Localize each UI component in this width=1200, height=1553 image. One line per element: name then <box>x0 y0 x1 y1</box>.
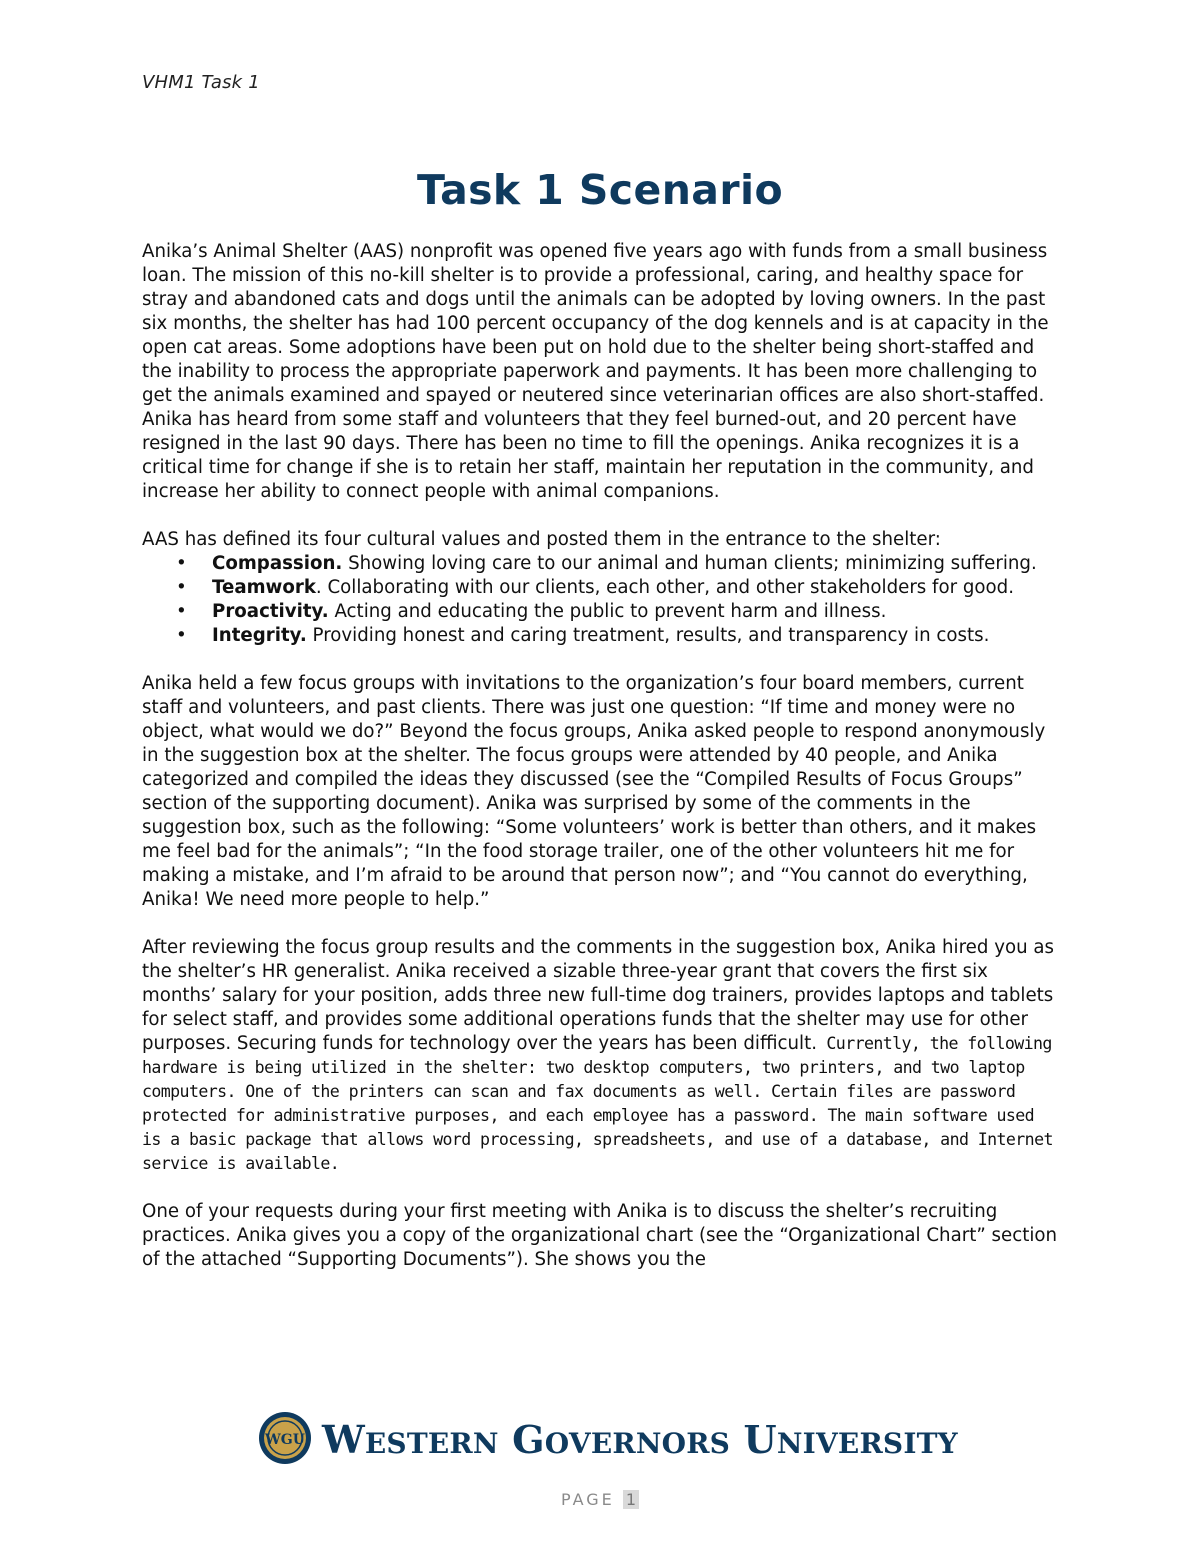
value-text: . Collaborating with our clients, each other, and other stakeholders for good. <box>315 577 1014 598</box>
paragraph-hr-generalist <box>142 936 1062 1176</box>
paragraph-hr-generalist-part1: After reviewing the focus group results and the comments in the suggestion box, Anika hired you as the shelter’s HR generalist. Anika received a sizable three-year grant that covers the first six months’ salary for your position, adds three new full-time dog trainers, provides laptops and tablets for select staff, and provides some additional operations funds that the shelter may use for other purposes. Securing funds for technology over the years has been difficult. <box>142 937 1055 1054</box>
value-text: Showing loving care to our animal and human clients; minimizing suffering. <box>342 553 1037 574</box>
paragraph-focus-groups: Anika held a few focus groups with invitations to the organization’s four board members, current staff and volunteers, and past clients. There was just one question: “If time and money were no object, what would we do?” Beyond the focus groups, Anika asked people to respond anonymously in the suggestion box at the shelter. The focus groups were attended by 40 people, and Anika categorized and compiled the ideas they discussed (see the “Compiled Results of Focus Groups” section of the supporting document). Anika was surprised by some of the comments in the suggestion box, such as the following: “Some volunteers’ work is better than others, and it makes me feel bad for the animals”; “In the food storage trailer, one of the other volunteers hit me for making a mistake, and I’m afraid to be around that person now”; and “You cannot do everything, Anika! We need more people to help.” <box>142 673 1046 910</box>
page-number-value: 1 <box>623 1490 639 1509</box>
list-item <box>142 600 1062 624</box>
values-intro: AAS has defined its four cultural values and posted them in the entrance to the shelter: <box>142 529 941 550</box>
wgu-seal-icon <box>258 1411 312 1465</box>
bullet-icon: • <box>176 577 187 598</box>
value-term: Proactivity. <box>212 601 329 622</box>
page-number <box>0 1490 1200 1509</box>
value-text: Acting and educating the public to prevent harm and illness. <box>328 601 887 622</box>
list-item <box>142 552 1062 576</box>
value-term: Teamwork <box>212 577 316 598</box>
value-text: Providing honest and caring treatment, results, and transparency in costs. <box>306 625 990 646</box>
running-header: VHM1 Task 1 <box>142 72 260 93</box>
list-item <box>142 576 1062 600</box>
paragraph-recruiting: One of your requests during your first meeting with Anika is to discuss the shelter’s recruiting practices. Anika gives you a copy of the organizational chart (see the “Organizational Chart” section of the attached “Supporting Documents”). She shows you the <box>142 1201 1058 1270</box>
page-title: Task 1 Scenario <box>416 166 784 214</box>
document-body <box>142 240 1062 1272</box>
list-item <box>142 624 1062 648</box>
seal-letters: WGU <box>265 1432 305 1448</box>
value-term: Compassion. <box>212 553 343 574</box>
bullet-icon: • <box>176 625 187 646</box>
paragraph-intro: Anika’s Animal Shelter (AAS) nonprofit was opened five years ago with funds from a small business loan. The mission of this no-kill shelter is to provide a professional, caring, and healthy space for stray and abandoned cats and dogs until the animals can be adopted by loving owners. In the past six months, the shelter has had 100 percent occupancy of the dog kennels and is at capacity in the open cat areas. Some adoptions have been put on hold due to the shelter being short-staffed and the inability to process the appropriate paperwork and payments. It has been more challenging to get the animals examined and spayed or neutered since veterinarian offices are also short-staffed. Anika has heard from some staff and volunteers that they feel burned-out, and 20 percent have resigned in the last 90 days. There has been no time to fill the openings. Anika recognizes it is a critical time for change if she is to retain her staff, maintain her reputation in the community, and increase her ability to connect people with animal companions. <box>142 241 1049 502</box>
bullet-icon: • <box>176 553 187 574</box>
value-term: Integrity. <box>212 625 307 646</box>
values-list <box>142 552 1062 648</box>
wgu-logo <box>258 1411 958 1471</box>
paragraph-hr-generalist-part2: Currently, the following hardware is being utilized in the shelter: two desktop computers, two printers, and two laptop computers. One of the printers can scan and fax documents as well. Certain files are password protected for administrative purposes, and each employee has a password. The main software used is a basic package that allows word processing, spreadsheets, and use of a database, and Internet service is available. <box>142 1034 1053 1173</box>
bullet-icon: • <box>176 601 187 622</box>
wgu-wordmark: WESTERN GOVERNORS UNIVERSITY <box>322 1417 958 1462</box>
page-label: PAGE <box>560 1490 615 1509</box>
